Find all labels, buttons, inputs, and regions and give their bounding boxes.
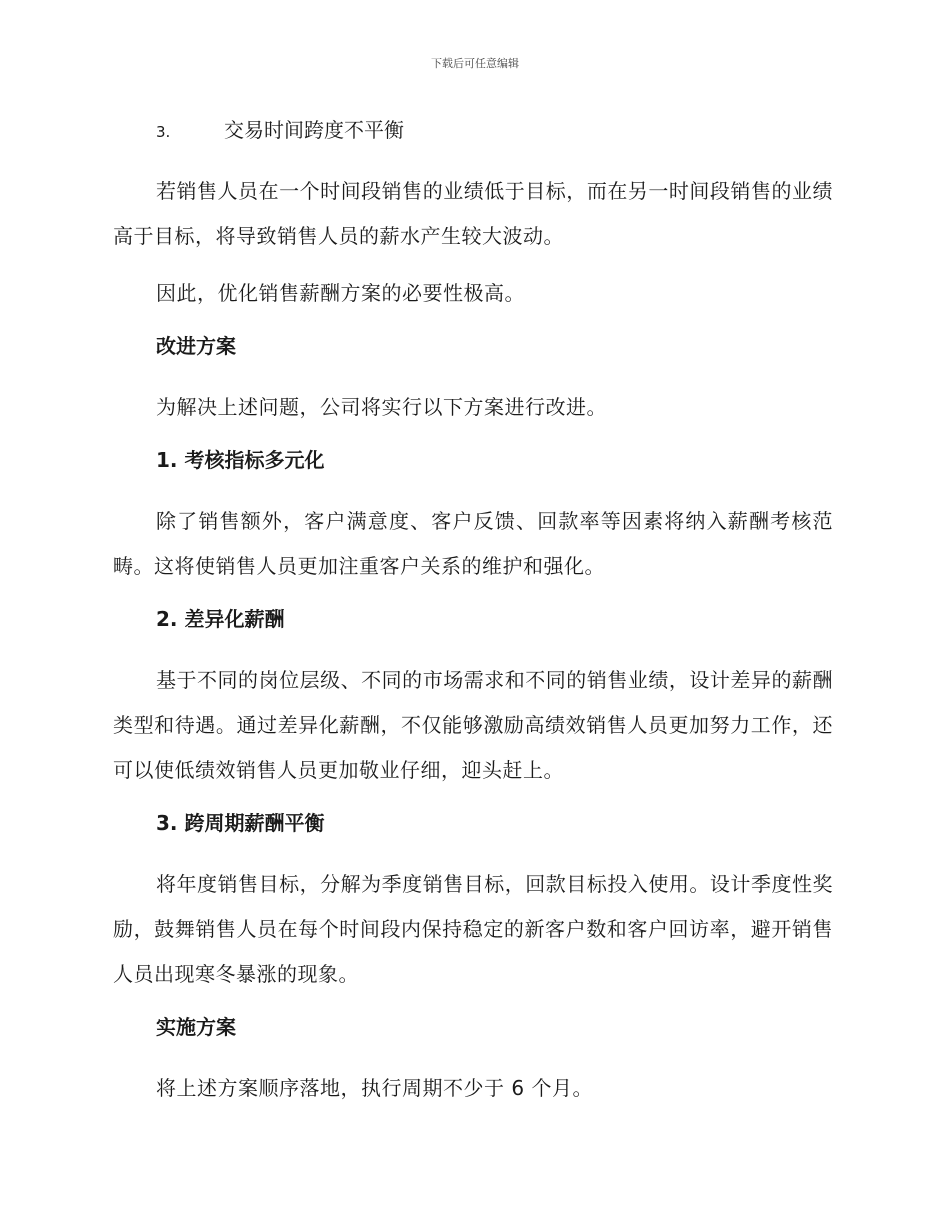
paragraph-differentiated-pay: 基于不同的岗位层级、不同的市场需求和不同的销售业绩，设计差异的薪酬类型和待遇。通过差异化薪酬，不仅能够激励高绩效销售人员更加努力工作，还可以使低绩效销售人员更加敬业仔细，迎头赶上。 xyxy=(113,668,833,782)
paragraph-cross-period-balance: 将年度销售目标，分解为季度销售目标，回款目标投入使用。设计季度性奖励，鼓舞销售人员在每个时间段内保持稳定的新客户数和客户回访率，避开销售人员出现寒冬暴涨的现象。 xyxy=(113,872,833,986)
paragraph-conclusion: 因此，优化销售薪酬方案的必要性极高。 xyxy=(156,281,525,305)
heading-differentiated-pay: 2. 差异化薪酬 xyxy=(156,607,285,631)
header-note: 下载后可任意编辑 xyxy=(431,57,519,70)
paragraph-improvement-intro: 为解决上述问题，公司将实行以下方案进行改进。 xyxy=(156,395,607,419)
heading-metrics-diversification: 1. 考核指标多元化 xyxy=(156,448,325,472)
heading-cross-period-balance: 3. 跨周期薪酬平衡 xyxy=(156,811,325,835)
heading-implementation-plan: 实施方案 xyxy=(156,1015,236,1039)
heading-improvement-plan: 改进方案 xyxy=(156,334,236,358)
item-3-title: 交易时间跨度不平衡 xyxy=(224,118,404,142)
paragraph-imbalance: 若销售人员在一个时间段销售的业绩低于目标，而在另一时间段销售的业绩高于目标，将导致销售人员的薪水产生较大波动。 xyxy=(113,179,833,248)
item-3-heading xyxy=(113,112,833,150)
item-3-number: 3. xyxy=(156,123,171,141)
paragraph-metrics: 除了销售额外，客户满意度、客户反馈、回款率等因素将纳入薪酬考核范畴。这将使销售人员更加注重客户关系的维护和强化。 xyxy=(113,509,833,578)
document-body xyxy=(113,112,833,1123)
paragraph-implementation: 将上述方案顺序落地，执行周期不少于 6 个月。 xyxy=(156,1076,593,1100)
